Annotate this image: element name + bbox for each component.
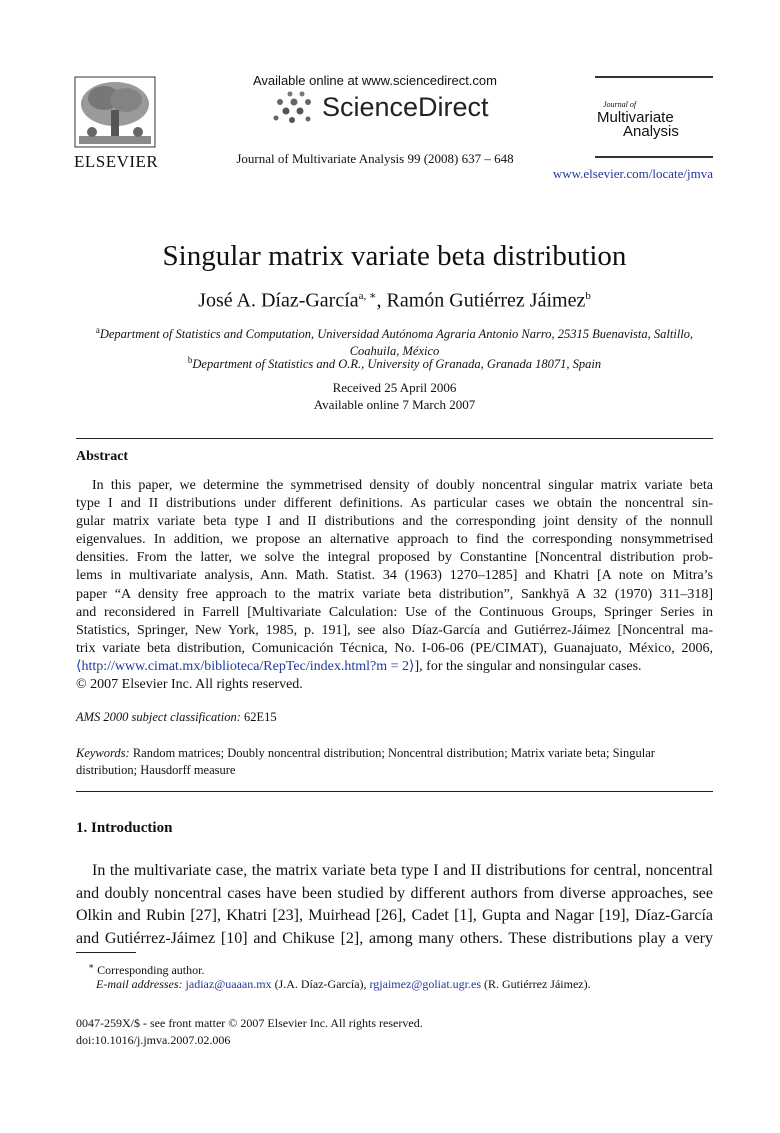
affiliation-b-sup: b (187, 355, 193, 365)
affiliation-b-text: Department of Statistics and O.R., University of Granada, Granada 18071, Spain (192, 357, 602, 372)
ams-classification (76, 710, 277, 725)
intro-body (76, 860, 713, 950)
corresponding-author-note: ∗ Corresponding author. (88, 961, 205, 977)
journal-logo-line1: Multivariate (597, 109, 674, 126)
cimat-link[interactable]: http://www.cimat.mx/biblioteca/RepTec/index.html?m = 2 (81, 658, 410, 674)
journal-logo (595, 76, 713, 158)
issn-line: 0047-259X/$ - see front matter © 2007 Elsevier Inc. All rights reserved. (76, 1016, 423, 1030)
abstract-body (76, 477, 713, 694)
abstract-last-line: ⟨http://www.cimat.mx/biblioteca/RepTec/index.html?m = 2⟩], for the singular and nonsingular cases. (76, 658, 642, 674)
journal-logo-line2: Analysis (623, 123, 679, 140)
keywords-value-2: distribution; Hausdorff measure (76, 763, 236, 777)
abstract-line: and reconsidered in Farrell [Multivariate Calculation: Use of the Continuous Groups, Springer Series in (76, 604, 713, 620)
sciencedirect-dots-logo-icon (270, 90, 320, 126)
authors (76, 289, 713, 313)
doi-line: doi:10.1016/j.jmva.2007.02.006 (76, 1033, 231, 1047)
author-2: Ramón Gutiérrez Jáimez (386, 289, 586, 312)
ams-value: 62E15 (240, 710, 277, 724)
intro-heading: 1. Introduction (76, 820, 173, 836)
email-link-1[interactable]: jadiaz@uaaan.mx (185, 977, 272, 991)
abstract-line: densities. From the latter, we solve the integral proposed by Constantine [Noncentral distribution prob- (76, 550, 713, 566)
divider-top (76, 438, 713, 439)
copyright-line: © 2007 Elsevier Inc. All rights reserved. (76, 677, 303, 693)
keywords-label: Keywords: (76, 746, 130, 760)
sciencedirect-wordmark: ScienceDirect (322, 92, 489, 122)
author-separator: , (376, 289, 387, 312)
author-1-sup: a, ∗ (358, 290, 377, 302)
abstract-line: type I and II distributions under different definitions. As particular cases we obtain the noncentral sin- (76, 496, 713, 512)
publisher-name: ELSEVIER (74, 152, 159, 171)
elsevier-tree-logo-icon (74, 76, 156, 148)
affiliation-b (76, 355, 713, 372)
divider-bottom (76, 791, 713, 792)
ams-label: AMS 2000 subject classification: (76, 710, 241, 724)
abstract-line: gular matrix variate beta type I and II distributions and the corresponding joint density of the nonnull (76, 514, 713, 530)
elsevier-logo (74, 76, 159, 171)
abstract-line: trix variate beta distribution, Comunicación Técnica, No. I-06-06 (PE/CIMAT), Guanajuato, México, 2006, (76, 640, 713, 656)
affiliation-a-sup: a (95, 325, 100, 335)
footnote-rule (76, 952, 136, 953)
abstract-line: In this paper, we determine the symmetrised density of doubly noncentral singular matrix variate beta (92, 478, 713, 493)
abstract-heading: Abstract (76, 449, 129, 464)
affiliation-a-line2: Coahuila, México (349, 344, 440, 359)
journal-url-link[interactable]: www.elsevier.com/locate/jmva (552, 166, 713, 181)
intro-line: Olkin and Rubin [27], Khatri [23], Muirhead [26], Cadet [1], Gupta and Nagar [19], Díaz-García (76, 907, 713, 924)
intro-line: and Gutiérrez-Jáimez [10] and Chikuse [2], among many others. These distributions play a very (76, 929, 713, 947)
online-date: Available online 7 March 2007 (313, 397, 476, 412)
intro-line: In the multivariate case, the matrix variate beta type I and II distributions for central, noncentral (92, 862, 713, 879)
intro-line: and doubly noncentral cases have been studied by different authors from diverse approaches, see (76, 884, 713, 902)
abstract-line: paper “A density free approach to the matrix variate beta distribution”, Sankhyā A 32 (1970) 311–318] (76, 586, 713, 602)
journal-logo-small: Journal of (603, 100, 637, 109)
paper-title: Singular matrix variate beta distribution (162, 240, 627, 272)
author-2-sup: b (585, 290, 591, 302)
affiliation-a-line1: Department of Statistics and Computation, Universidad Autónoma Agraria Antonio Narro, 25315 Buenavista, Saltillo, (99, 327, 694, 342)
author-1: José A. Díaz-García (198, 289, 359, 312)
email-link-2[interactable]: rgjaimez@goliat.ugr.es (369, 977, 481, 991)
keywords (76, 745, 713, 779)
footnote-mark: ∗ (88, 961, 95, 971)
email-label: E-mail addresses: (96, 977, 183, 991)
keywords-value: Random matrices; Doubly noncentral distribution; Noncentral distribution; Matrix variate beta; Singular (129, 746, 655, 760)
abstract-line: lems in multivariate analysis, Ann. Math. Statist. 34 (1963) 1270–1285] and Khatri [A note on Mitra’s (76, 568, 713, 584)
journal-reference: Journal of Multivariate Analysis 99 (2008) 637 – 648 (236, 151, 514, 166)
email-addresses: E-mail addresses: jadiaz@uaaan.mx (J.A. Díaz-García), rgjaimez@goliat.ugr.es (R. Gutiérrez Jáimez). (96, 977, 591, 991)
available-online: Available online at www.sciencedirect.com (253, 73, 497, 88)
abstract-line: Statistics, Springer, New York, 1985, p. 191], see also Díaz-García and Gutiérrez-Jáimez [Noncentral ma- (76, 622, 713, 638)
received-date: Received 25 April 2006 (332, 380, 457, 395)
abstract-line: eigenvalues. In addition, we propose an alternative approach to find the corresponding nonsymmetrised (76, 532, 713, 548)
sciencedirect-logo (270, 90, 500, 130)
